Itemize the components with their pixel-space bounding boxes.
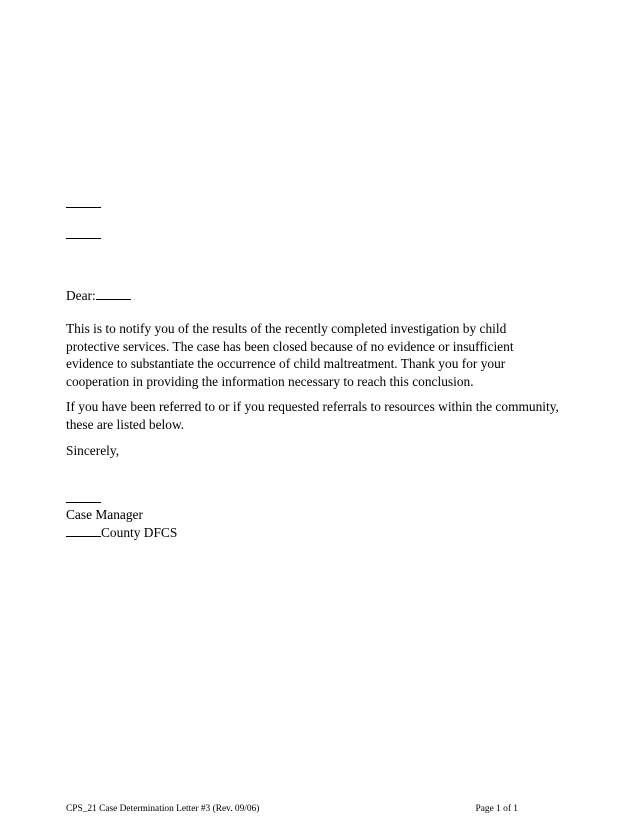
salutation-label: Dear:: [66, 288, 96, 303]
paragraph-2-line: these are listed below.: [66, 416, 185, 432]
signature-title: Case Manager: [66, 507, 143, 522]
signature-name-blank: [66, 502, 101, 503]
signature-county-line: [66, 524, 586, 542]
footer-form-id: CPS_21 Case Determination Letter #3 (Rev. 09/06): [66, 804, 260, 814]
county-name-blank: [66, 536, 101, 537]
address-blank-line-1: [66, 207, 101, 208]
recipient-name-blank: [96, 299, 131, 300]
paragraph-1-line: This is to notify you of the results of the recently completed investigation by child: [66, 321, 507, 336]
signature-county: County DFCS: [101, 524, 178, 540]
paragraph-1-line: evidence to substantiate the occurrence of child maltreatment. Thank you for your: [66, 356, 506, 372]
paragraph-2-line: If you have been referred to or if you requested referrals to resources within the community,: [66, 399, 559, 414]
closing-text: Sincerely,: [66, 443, 120, 458]
footer-page-number: Page 1 of 1: [475, 804, 518, 814]
page-footer: [66, 803, 518, 815]
closing: [66, 442, 586, 460]
paragraph-1-line: cooperation in providing the information necessary to reach this conclusion.: [66, 374, 474, 390]
body-paragraph-2: [66, 398, 586, 433]
body-paragraph-1: [66, 320, 586, 391]
paragraph-1-line: protective services. The case has been closed because of no evidence or insufficient: [66, 338, 514, 354]
signature-block: [66, 506, 586, 541]
address-blank-line-2: [66, 238, 101, 239]
salutation: [66, 287, 586, 305]
